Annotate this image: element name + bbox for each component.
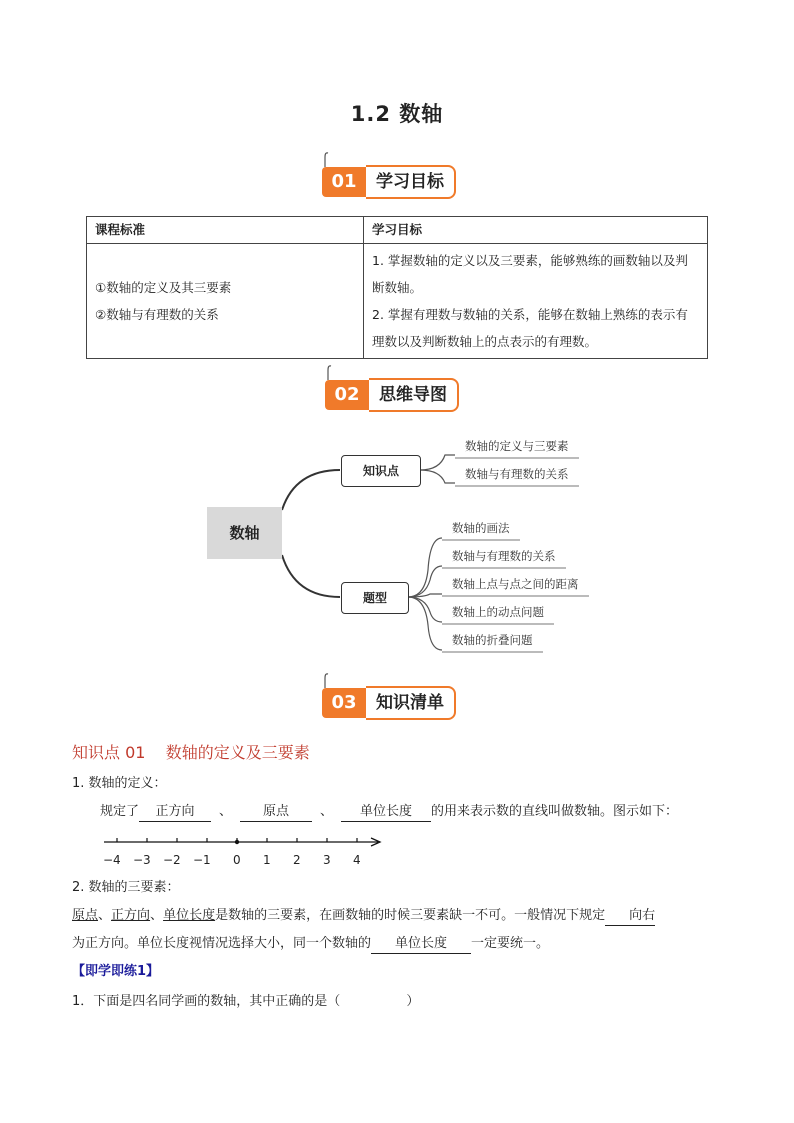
definition-prefix: 规定了 [100,804,140,819]
three-elements-text: 是数轴的三要素，在画数轴的时候三要素缺一不可。一般情况下规定 [215,908,606,923]
mindmap-leaf: 数轴与有理数的关系 [442,545,566,569]
blank-rightward: 向右 [605,907,655,926]
section-number: 03 [322,688,366,718]
three-elements-text: 为正方向。单位长度视情况选择大小，同一个数轴的 [72,936,372,951]
mindmap-leaf: 数轴的定义与三要素 [455,435,579,459]
knowledge-point-heading: 知识点 01 数轴的定义及三要素 [72,743,310,762]
practice-heading: 【即学即练1】 [72,964,160,979]
section-label: 思维导图 [369,378,459,412]
goal-item: 1. 掌握数轴的定义以及三要素，能够熟练的画数轴以及判断数轴。 [372,253,688,295]
separator: 、 [150,908,164,923]
mindmap-leaf: 数轴的折叠问题 [442,629,543,653]
blank-positive-direction: 正方向 [139,803,211,822]
section-badge-knowledge-list [322,684,472,718]
element-unit-length: 单位长度 [163,908,216,923]
section-label: 知识清单 [366,686,456,720]
section-number: 01 [322,167,366,197]
axis-tick-label: 0 [233,853,241,867]
axis-tick-label: −2 [163,853,181,867]
axis-tick-label: −4 [103,853,121,867]
definition-title: 1. 数轴的定义： [72,776,167,791]
axis-tick-label: −3 [133,853,151,867]
standard-item: ①数轴的定义及其三要素 [95,280,232,295]
mindmap-root: 数轴 [207,507,282,559]
mindmap-branch-knowledge: 知识点 [341,455,421,487]
mindmap-leaf: 数轴与有理数的关系 [455,463,579,487]
separator: 、 [320,804,334,819]
three-elements-line2 [72,934,549,954]
axis-tick-label: 3 [323,853,331,867]
mindmap-branch-question-types: 题型 [341,582,409,614]
section-label: 学习目标 [366,165,456,199]
element-direction: 正方向 [111,908,151,923]
definition-suffix: 的用来表示数的直线叫做数轴。图示如下： [431,804,679,819]
separator: 、 [219,804,233,819]
mindmap-leaf: 数轴的画法 [442,517,520,541]
blank-origin: 原点 [240,803,312,822]
table-header-standard: 课程标准 [87,217,364,244]
page-title: 1.2 数轴 [350,102,444,126]
axis-tick-label: 1 [263,853,271,867]
table-header-goals: 学习目标 [364,217,708,244]
element-origin: 原点 [72,908,99,923]
hook-icon [320,672,330,688]
three-elements-title: 2. 数轴的三要素： [72,880,180,895]
axis-tick-label: −1 [193,853,211,867]
question-1: 1．下面是四名同学画的数轴，其中正确的是（ ） [72,994,420,1009]
three-elements-text: 一定要统一。 [471,936,550,951]
blank-unit-length: 单位长度 [341,803,431,822]
mindmap-leaf: 数轴上点与点之间的距离 [442,573,589,597]
separator: 、 [98,908,112,923]
axis-tick-labels [100,850,390,866]
blank-unit-length-2: 单位长度 [371,935,471,954]
section-number: 02 [325,380,369,410]
three-elements-line1 [72,906,655,926]
mindmap-leaf: 数轴上的动点问题 [442,601,554,625]
definition-text [100,802,678,822]
origin-dot [235,840,239,844]
standard-item: ②数轴与有理数的关系 [95,307,219,322]
axis-tick-label: 2 [293,853,301,867]
axis-tick-label: 4 [353,853,361,867]
goal-item: 2. 掌握有理数与数轴的关系，能够在数轴上熟练的表示有理数以及判断数轴上的点表示的有理数。 [372,307,688,349]
